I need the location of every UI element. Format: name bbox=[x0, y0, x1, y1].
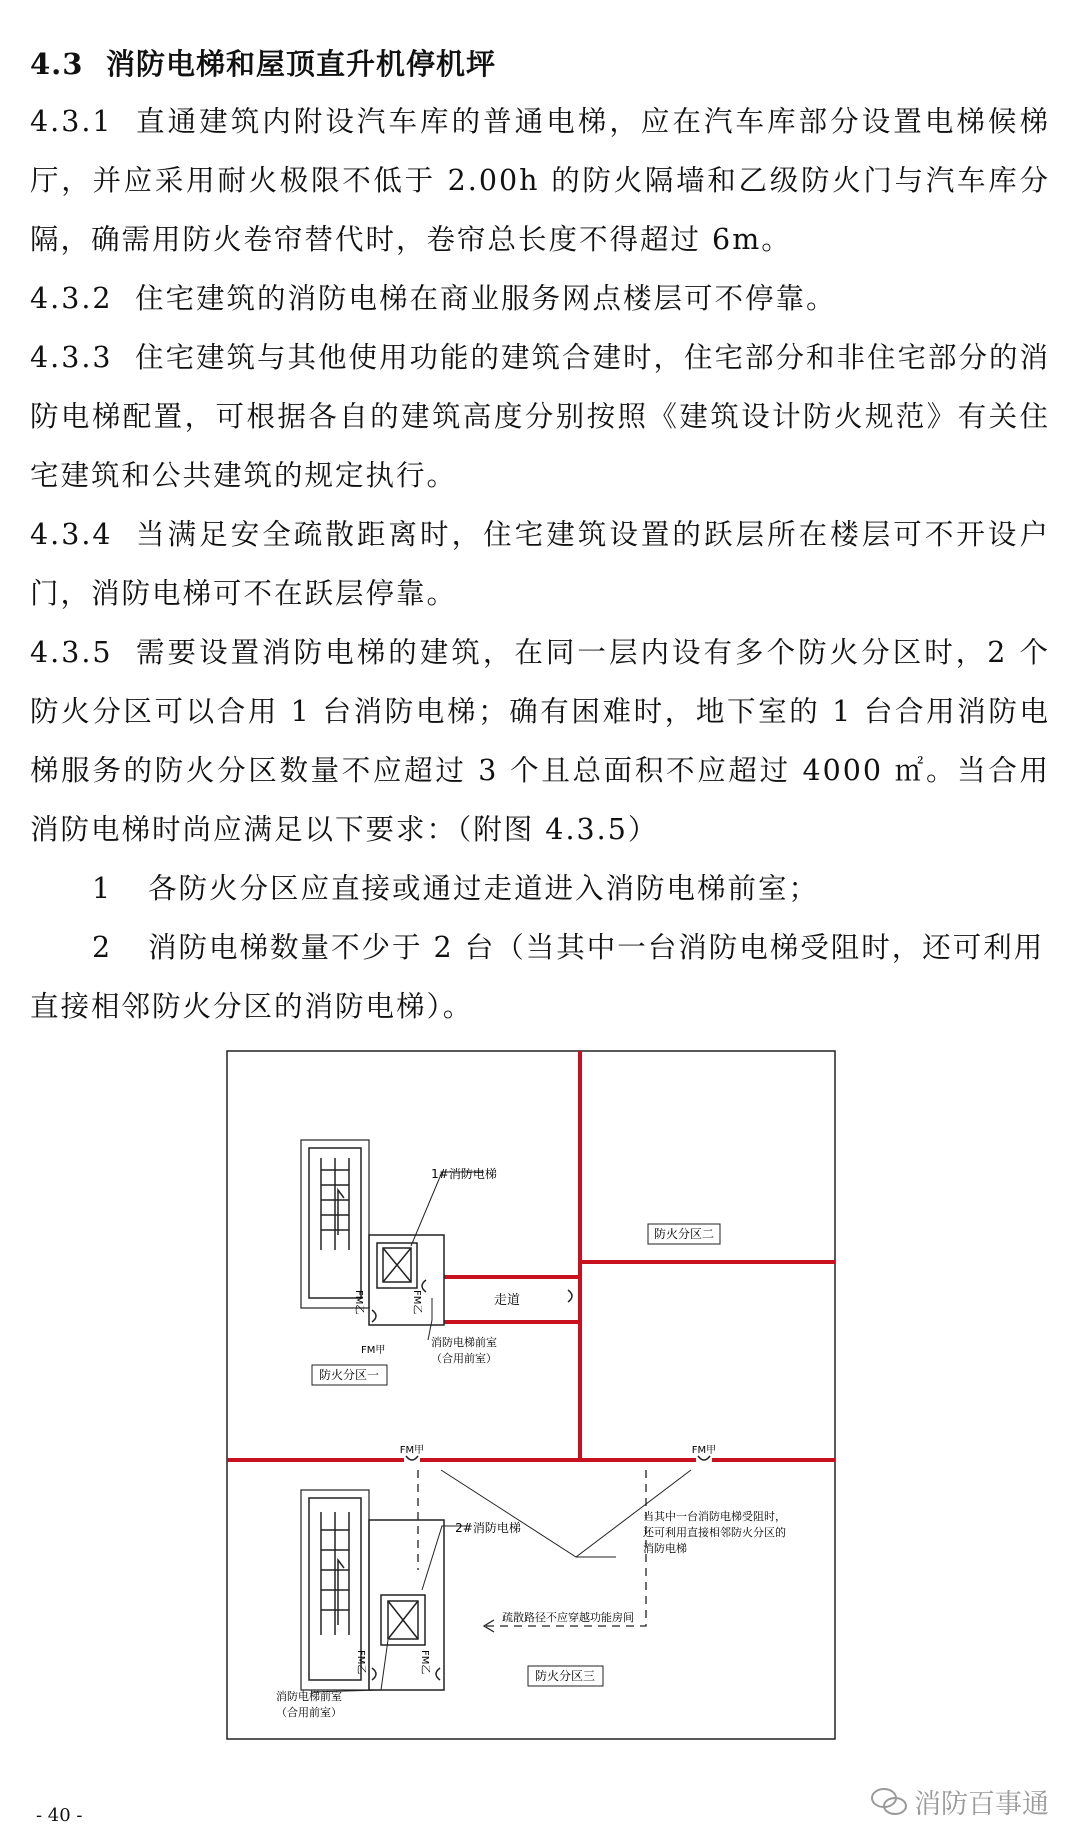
clause-text: 当满足安全疏散距离时，住宅建筑设置的跃层所在楼层可不开设户门，消防电梯可不在跃层停靠。 bbox=[30, 518, 1050, 610]
section-heading bbox=[30, 42, 496, 83]
clause-number: 4.3.5 bbox=[30, 636, 113, 669]
requirement-item-2 bbox=[30, 918, 1050, 1036]
corridor-label: 走道 bbox=[494, 1293, 521, 1308]
door-fm-a-2: FM甲 bbox=[399, 1445, 425, 1456]
note-line-3: 消防电梯 bbox=[643, 1542, 687, 1555]
clause-4-3-3 bbox=[30, 328, 1050, 505]
clause-number: 4.3.3 bbox=[30, 341, 113, 374]
lobby-2-label-line1: 消防电梯前室 bbox=[276, 1690, 342, 1703]
figure-4-3-5 bbox=[226, 1050, 838, 1742]
chat-bubble-icon bbox=[870, 1786, 908, 1818]
clause-text: 直通建筑内附设汽车库的普通电梯，应在汽车库部分设置电梯候梯厅，并应采用耐火极限不低于 2.00h 的防火隔墙和乙级防火门与汽车库分隔，确需用防火卷帘替代时，卷帘总长度不得超过 6m。 bbox=[30, 105, 1050, 256]
door-fm-a-1: FM甲 bbox=[361, 1345, 386, 1356]
leader-lines bbox=[311, 1172, 691, 1692]
clause-text: 需要设置消防电梯的建筑，在同一层内设有多个防火分区时，2 个防火分区可以合用 1 台消防电梯；确有困难时，地下室的 1 台合用消防电梯服务的防火分区数量不应超过 3 个且总面积不应超过 4000 ㎡。当合用消防电梯时尚应满足以下要求：（附图 4.3.5） bbox=[30, 636, 1050, 846]
door-fm-b-3: FM乙 bbox=[355, 1650, 366, 1675]
clause-number: 4.3.2 bbox=[30, 282, 113, 315]
door-fm-b-4: FM乙 bbox=[419, 1650, 430, 1675]
door-fm-b-1: FM乙 bbox=[353, 1290, 364, 1315]
door-fm-b-2: FM乙 bbox=[411, 1290, 422, 1315]
clause-4-3-4 bbox=[30, 505, 1050, 623]
clause-text: 住宅建筑的消防电梯在商业服务网点楼层可不停靠。 bbox=[135, 282, 837, 315]
requirement-item-1 bbox=[30, 859, 1050, 918]
elevator-1-label: 1#消防电梯 bbox=[431, 1167, 497, 1181]
figure-frame bbox=[227, 1051, 835, 1739]
note-line-1: 当其中一台消防电梯受阻时， bbox=[643, 1510, 786, 1523]
clause-number: 4.3.4 bbox=[30, 518, 113, 551]
watermark-text: 消防百事通 bbox=[914, 1789, 1049, 1820]
zone-2-label: 防火分区二 bbox=[653, 1227, 715, 1241]
item-number: 1 bbox=[92, 872, 113, 905]
clause-number: 4.3.1 bbox=[30, 105, 113, 138]
lobby-2-label-line2: （合用前室） bbox=[276, 1706, 342, 1719]
zone-3-label: 防火分区三 bbox=[534, 1669, 596, 1683]
door-fm-a-3: FM甲 bbox=[691, 1445, 717, 1456]
clause-4-3-5 bbox=[30, 623, 1050, 859]
lobby-1-label-line1: 消防电梯前室 bbox=[431, 1336, 497, 1349]
fire-walls bbox=[227, 1051, 835, 1460]
item-number: 2 bbox=[92, 931, 113, 964]
section-number: 4.3 bbox=[30, 47, 84, 81]
clause-4-3-2 bbox=[30, 269, 1050, 328]
lobby-2-walls bbox=[369, 1520, 444, 1690]
lobby-1-walls bbox=[369, 1235, 444, 1325]
lobby-1-label-line2: （合用前室） bbox=[431, 1352, 497, 1365]
clause-text: 住宅建筑与其他使用功能的建筑合建时，住宅部分和非住宅部分的消防电梯配置，可根据各自的建筑高度分别按照《建筑设计防火规范》有关住宅建筑和公共建筑的规定执行。 bbox=[30, 341, 1051, 492]
zone-1-label: 防火分区一 bbox=[318, 1368, 380, 1382]
watermark bbox=[870, 1782, 1049, 1821]
evacuation-path-note: 疏散路径不应穿越功能房间 bbox=[502, 1611, 634, 1624]
page-number: - 40 - bbox=[36, 1805, 83, 1826]
note-line-2: 还可利用直接相邻防火分区的 bbox=[643, 1526, 786, 1539]
section-title: 消防电梯和屋顶直升机停机坪 bbox=[106, 47, 497, 81]
stair-1 bbox=[301, 1140, 369, 1308]
item-text: 消防电梯数量不少于 2 台（当其中一台消防电梯受阻时，还可利用直接相邻防火分区的消防电梯）。 bbox=[30, 931, 1045, 1023]
elevator-2-label: 2#消防电梯 bbox=[455, 1521, 521, 1535]
clause-4-3-1 bbox=[30, 92, 1050, 269]
item-text: 各防火分区应直接或通过走道进入消防电梯前室； bbox=[148, 872, 820, 905]
evacuation-path bbox=[418, 1470, 646, 1632]
